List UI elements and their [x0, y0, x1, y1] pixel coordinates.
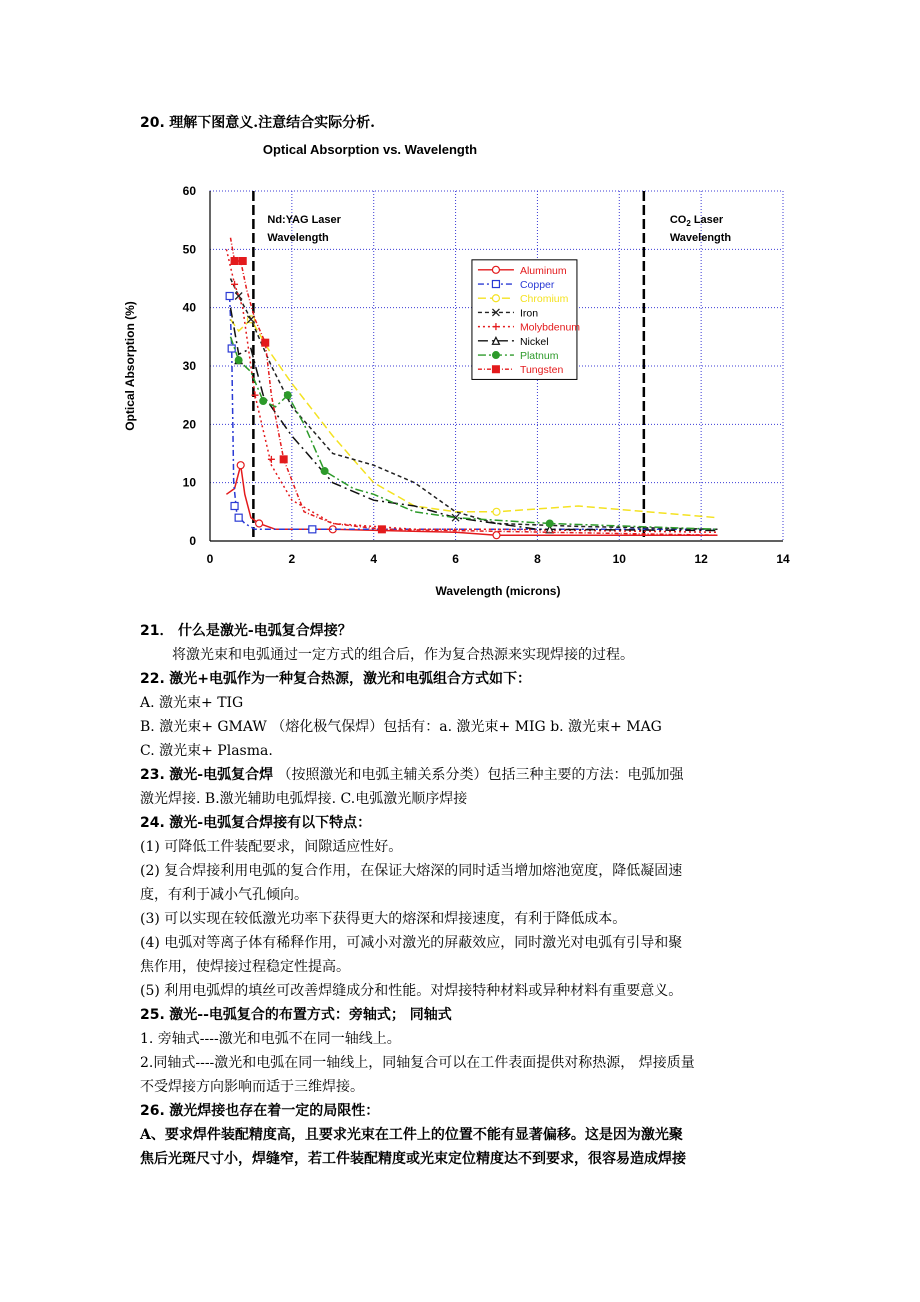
- question-25: [140, 1004, 785, 1026]
- q24-point-2a: (2) 复合焊接利用电弧的复合作用，在保证大熔深的同时适当增加熔池宽度，降低凝固速: [140, 863, 683, 879]
- x-tick-label: 8: [534, 552, 541, 566]
- annotation-label: Wavelength: [267, 232, 329, 244]
- chart-xlabel: Wavelength (microns): [435, 584, 561, 598]
- annotation-label: Wavelength: [669, 232, 732, 244]
- legend-label: Aluminum: [519, 264, 567, 277]
- question-21: [140, 620, 785, 642]
- q26-point-a1: A、要求焊件装配精度高，且要求光束在工件上的位置不能有显著偏移。这是因为激光聚: [140, 1127, 683, 1143]
- q24-point-2b: 度，有利于减小气孔倾向。: [140, 887, 308, 903]
- chart-ylabel: Optical Absorption (%): [123, 301, 137, 431]
- q25-point-2a: 2.同轴式----激光和电弧在同一轴线上，同轴复合可以在工件表面提供对称热源， 焊接质量: [140, 1055, 695, 1071]
- data-point-copper: [235, 514, 242, 521]
- question-26: [140, 1100, 785, 1122]
- chart-title: Optical Absorption vs. Wavelength: [262, 142, 478, 157]
- data-point-tungsten: [378, 526, 385, 533]
- legend-marker: [492, 281, 499, 288]
- q25-title: 激光--电弧复合的布置方式：旁轴式； 同轴式: [169, 1007, 452, 1023]
- x-tick-label: 0: [206, 552, 214, 566]
- q24-point-4b: 焦作用，使焊接过程稳定性提高。: [140, 959, 350, 975]
- q24-point-4a: (4) 电弧对等离子体有稀释作用，可减小对激光的屏蔽效应，同时激光对电弧有引导和聚: [140, 935, 683, 951]
- data-point-aluminum: [237, 462, 244, 469]
- q24-point-3: (3) 可以实现在较低激光功率下获得更大的熔深和焊接速度，有利于降低成本。: [140, 911, 627, 927]
- q24-point-1: (1) 可降低工件装配要求，间隙适应性好。: [140, 839, 403, 855]
- q26-number: 26.: [140, 1103, 165, 1119]
- data-point-copper: [309, 526, 316, 533]
- legend-marker: [492, 352, 499, 359]
- data-point-platnum: [546, 520, 553, 527]
- q23-number: 23.: [140, 767, 165, 783]
- q24-title: 激光-电弧复合焊接有以下特点：: [169, 815, 372, 831]
- y-tick-label: 0: [189, 534, 196, 548]
- data-point-platnum: [321, 468, 328, 475]
- legend-label: Tungsten: [519, 364, 564, 377]
- legend-label: Iron: [519, 307, 539, 320]
- data-point-platnum: [260, 398, 267, 405]
- legend-label: Nickel: [519, 335, 549, 348]
- y-tick-label: 10: [182, 475, 196, 490]
- annotation-label: Nd:YAG Laser: [267, 214, 341, 226]
- question-20: [140, 112, 785, 134]
- x-tick-label: 6: [452, 552, 459, 566]
- absorption-chart: [110, 136, 800, 606]
- q20-number: 20.: [140, 115, 165, 131]
- question-24: [140, 812, 785, 834]
- y-tick-label: 50: [182, 242, 196, 257]
- data-point-tungsten: [262, 339, 269, 346]
- x-tick-label: 2: [288, 552, 296, 566]
- q25-number: 25.: [140, 1007, 165, 1023]
- data-point-molybdenum: [268, 456, 275, 463]
- y-tick-label: 20: [182, 417, 196, 432]
- q25-point-2b: 不受焊接方向影响而适于三维焊接。: [140, 1079, 364, 1095]
- q26-point-a2: 焦后光斑尺寸小，焊缝窄，若工件装配精度或光束定位精度达不到要求，很容易造成焊接: [140, 1151, 686, 1167]
- q23-text: （按照激光和电弧主辅关系分类）包括三种主要的方法：电弧加强: [277, 767, 684, 783]
- y-tick-label: 40: [182, 300, 196, 315]
- question-22: [140, 668, 785, 690]
- data-point-aluminum: [256, 520, 263, 527]
- legend-marker: [492, 295, 499, 302]
- q22-option-b: B. 激光束+ GMAW （熔化极气保焊）包括有：a. 激光束+ MIG b. 激光束+ MAG: [140, 719, 662, 735]
- q21-title: 什么是激光-电弧复合焊接？: [177, 623, 352, 639]
- q22-option-c: C. 激光束+ Plasma.: [140, 743, 273, 759]
- x-tick-label: 4: [370, 552, 378, 566]
- legend-label: Molybdenum: [519, 321, 581, 334]
- x-tick-label: 10: [612, 552, 626, 566]
- q22-option-a: A. 激光束+ TIG: [140, 695, 244, 711]
- q22-number: 22.: [140, 671, 165, 687]
- legend-label: Chromium: [519, 293, 569, 306]
- q26-title: 激光焊接也存在着一定的局限性：: [169, 1103, 380, 1119]
- data-point-copper: [231, 503, 238, 510]
- data-point-iron: [235, 293, 242, 300]
- y-tick-label: 60: [182, 184, 196, 198]
- question-23: [140, 764, 785, 786]
- legend-label: Platnum: [519, 350, 559, 363]
- data-point-tungsten: [231, 258, 238, 265]
- q21-number: 21．: [140, 623, 174, 639]
- data-point-chromium: [493, 508, 500, 515]
- data-point-platnum: [284, 392, 291, 399]
- data-point-aluminum: [493, 532, 500, 539]
- x-tick-label: 12: [694, 552, 708, 566]
- q25-point-1: 1. 旁轴式----激光和电弧不在同一轴线上。: [140, 1031, 401, 1047]
- legend-marker: [492, 366, 499, 373]
- data-point-tungsten: [239, 258, 246, 265]
- q21-answer: 将激光束和电弧通过一定方式的组合后，作为复合热源来实现焊接的过程。: [172, 647, 634, 663]
- data-point-copper: [226, 293, 233, 300]
- legend-label: Copper: [519, 279, 555, 292]
- q24-number: 24.: [140, 815, 165, 831]
- annotation-label: $CO_2$ Laser: [669, 214, 724, 228]
- q24-point-5: (5) 利用电弧焊的填丝可改善焊缝成分和性能。对焊接特种材料或异种材料有重要意义。: [140, 983, 683, 999]
- x-tick-label: 14: [776, 552, 790, 566]
- q22-title: 激光+电弧作为一种复合热源，激光和电弧组合方式如下：: [169, 671, 531, 687]
- data-point-tungsten: [280, 456, 287, 463]
- chart-plot-area: [183, 184, 790, 566]
- q20-text: 理解下图意义.注意结合实际分析.: [169, 115, 376, 131]
- legend-marker: [492, 266, 499, 273]
- q23-title: 激光-电弧复合焊: [169, 767, 274, 783]
- q23-line2: 激光焊接. B.激光辅助电弧焊接. C.电弧激光顺序焊接: [140, 791, 468, 807]
- data-point-platnum: [235, 357, 242, 364]
- y-tick-label: 30: [182, 359, 196, 373]
